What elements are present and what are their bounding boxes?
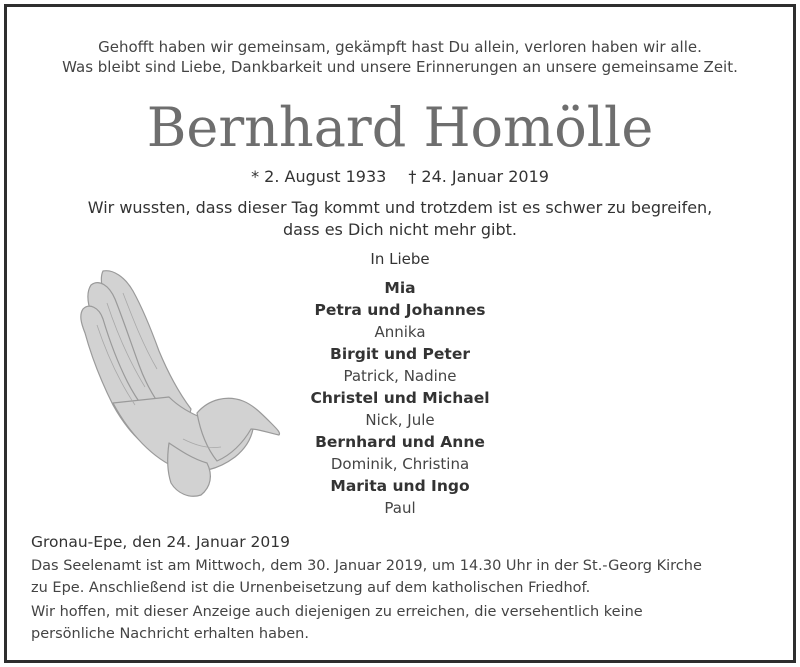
motto-line-2: Was bleibt sind Liebe, Dankbarkeit und unsere Erinnerungen an unsere gemeinsame Zeit. [62, 58, 738, 76]
motto-line-1: Gehofft haben wir gemeinsam, gekämpft hast Du allein, verloren haben wir alle. [98, 38, 702, 56]
mourner-main: Christel und Michael [310, 389, 490, 407]
quote-line-2: dass es Dich nicht mehr gibt. [282, 220, 517, 239]
service-notice-line-1: Das Seelenamt ist am Mittwoch, dem 30. Januar 2019, um 14.30 Uhr in der St.-Georg Kirche [31, 558, 702, 574]
praying-hands-icon [73, 263, 283, 503]
service-notice-line-2: zu Epe. Anschließend ist die Urnenbeisetzung auf dem katholischen Friedhof. [31, 580, 591, 596]
mourner-sub: Patrick, Nadine [343, 367, 457, 385]
notification-notice-line-2: persönliche Nachricht erhalten haben. [31, 626, 309, 642]
mourner-sub: Dominik, Christina [330, 455, 470, 473]
notification-notice-line-1: Wir hoffen, mit dieser Anzeige auch diejenigen zu erreichen, die versehentlich keine [31, 604, 643, 620]
mourner-main: Petra und Johannes [314, 301, 486, 319]
mourner-main: Mia [384, 279, 416, 297]
mourners-intro: In Liebe [370, 250, 430, 268]
mourner-sub: Nick, Jule [365, 411, 435, 429]
notification-notice [31, 601, 771, 645]
quote-line-1: Wir wussten, dass dieser Tag kommt und trotzdem ist es schwer zu begreifen, [87, 198, 713, 217]
service-notice [31, 555, 771, 599]
mourner-main: Birgit und Peter [330, 345, 470, 363]
footer [31, 531, 771, 645]
place-date: Gronau-Epe, den 24. Januar 2019 [31, 533, 290, 551]
mourner-main: Marita und Ingo [330, 477, 470, 495]
obituary-notice [4, 4, 796, 663]
mourner-sub: Annika [374, 323, 426, 341]
life-dates [7, 167, 793, 186]
mourner-main: Bernhard und Anne [315, 433, 485, 451]
mourner-sub: Paul [384, 499, 416, 517]
death-date: † 24. Januar 2019 [408, 167, 549, 186]
deceased-name: Bernhard Homölle [146, 96, 654, 159]
quote [7, 197, 793, 241]
motto [7, 37, 793, 77]
birth-date: * 2. August 1933 [251, 167, 387, 186]
